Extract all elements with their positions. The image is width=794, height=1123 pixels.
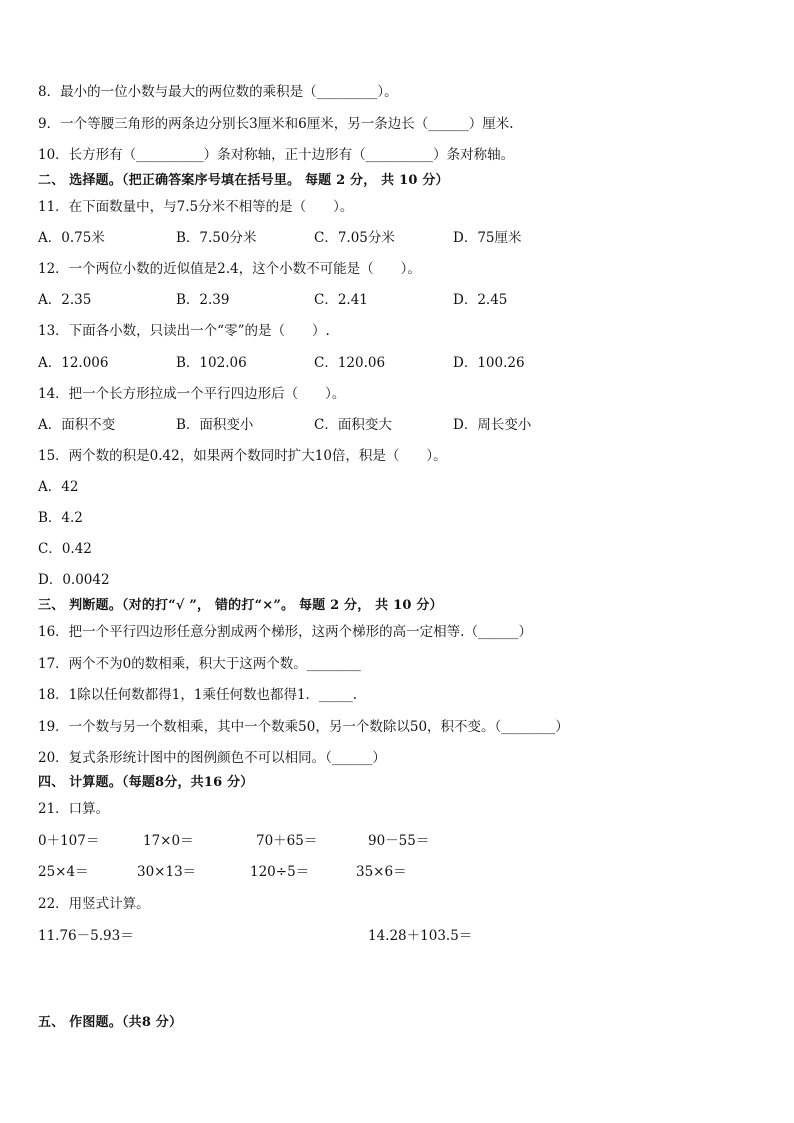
question-11: 11．在下面数量中，与7.5分米不相等的是（ ）。 [38, 199, 354, 215]
mental-calc-item: 70＋65＝ [256, 833, 318, 849]
mental-calc-item: 90－55＝ [368, 833, 430, 849]
section-5-title: 五、 作图题。（共8 分） [38, 1015, 183, 1030]
question-18: 18．1除以任何数都得1，1乘任何数也都得1．_____. [38, 687, 358, 703]
question-21: 21．口算。 [38, 801, 110, 817]
q12-option-b: B．2.39 [176, 292, 230, 308]
section-2-title: 二、 选择题。（把正确答案序号填在括号里。 每题 2 分， 共 10 分） [38, 173, 449, 188]
mental-calc-item: 25×4＝ [38, 864, 89, 880]
question-10: 10．长方形有（__________）条对称轴，正十边形有（__________）条对称轴。 [38, 147, 515, 163]
q14-option-c: C．面积变大 [314, 417, 392, 433]
q14-option-a: A．面积不变 [38, 417, 116, 433]
q13-option-c: C．120.06 [314, 355, 386, 371]
q15-option-d: D．0.0042 [38, 572, 110, 588]
q12-option-d: D．2.45 [453, 292, 508, 308]
question-16: 16．把一个平行四边形任意分割成两个梯形，这两个梯形的高一定相等.（______） [38, 624, 532, 640]
q12-option-c: C．2.41 [314, 292, 368, 308]
q11-option-a: A．0.75米 [38, 230, 105, 246]
mental-calc-item: 0＋107＝ [38, 833, 100, 849]
question-14: 14．把一个长方形拉成一个平行四边形后（ ）。 [38, 386, 346, 402]
mental-calc-item: 35×6＝ [356, 864, 407, 880]
vertical-calc-item: 14.28＋103.5＝ [368, 928, 473, 944]
q13-option-d: D．100.26 [453, 355, 525, 371]
question-13: 13．下面各小数，只读出一个“零”的是（ ）. [38, 323, 330, 339]
q11-option-d: D．75厘米 [453, 230, 522, 246]
q13-option-a: A．12.006 [38, 355, 109, 371]
question-15: 15．两个数的积是0.42，如果两个数同时扩大10倍，积是（ ）。 [38, 448, 447, 464]
q15-option-b: B．4.2 [38, 510, 83, 526]
question-19: 19．一个数与另一个数相乘，其中一个数乘50，另一个数除以50，积不变。（________） [38, 719, 569, 735]
question-8: 8．最小的一位小数与最大的两位数的乘积是（_________）。 [38, 84, 398, 100]
mental-calc-item: 17×0＝ [143, 833, 194, 849]
question-17: 17．两个不为0的数相乘，积大于这两个数。________ [38, 656, 361, 672]
q15-option-c: C．0.42 [38, 541, 92, 557]
q14-option-b: B．面积变小 [176, 417, 254, 433]
section-4-title: 四、 计算题。（每题8分，共16 分） [38, 775, 254, 790]
q11-option-c: C．7.05分米 [314, 230, 395, 246]
vertical-calc-item: 11.76－5.93＝ [38, 928, 134, 944]
q15-option-a: A．42 [38, 479, 79, 495]
question-22: 22．用竖式计算。 [38, 896, 150, 912]
section-3-title: 三、 判断题。（对的打“√ ”， 错的打“×”。 每题 2 分， 共 10 分） [38, 598, 443, 613]
question-20: 20．复式条形统计图中的图例颜色不可以相同。（______） [38, 750, 386, 766]
q14-option-d: D．周长变小 [453, 417, 532, 433]
q12-option-a: A．2.35 [38, 292, 92, 308]
q11-option-b: B．7.50分米 [176, 230, 257, 246]
question-9: 9．一个等腰三角形的两条边分别长3厘米和6厘米，另一条边长（______）厘米. [38, 116, 514, 132]
q13-option-b: B．102.06 [176, 355, 247, 371]
question-12: 12．一个两位小数的近似值是2.4，这个小数不可能是（ ）。 [38, 261, 421, 277]
mental-calc-item: 120÷5＝ [250, 864, 310, 880]
mental-calc-item: 30×13＝ [137, 864, 197, 880]
